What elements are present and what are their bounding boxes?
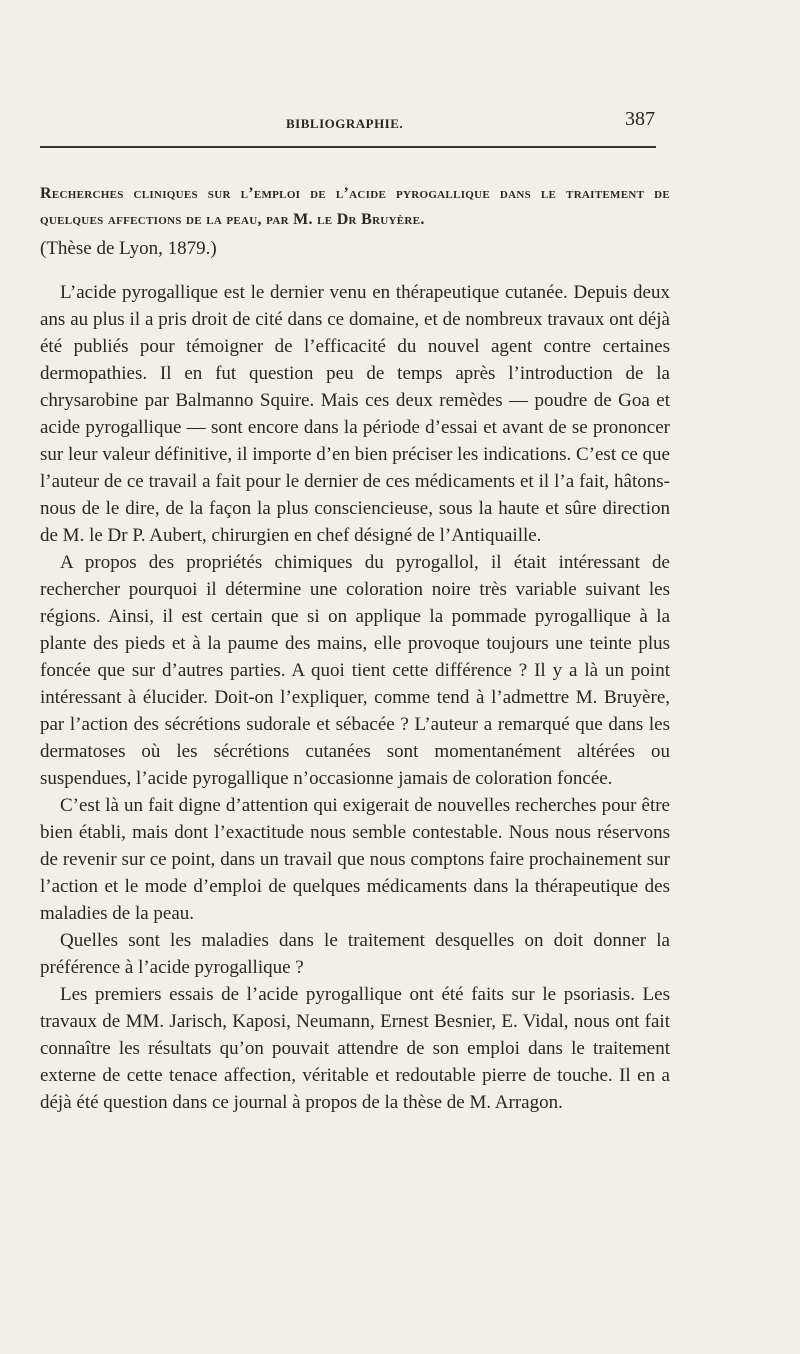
article-title: Recherches cliniques sur l’emploi de l’acide pyrogallique dans le traitement de quelques affections de la peau, par M. le Dr Bruyère. <box>40 185 670 228</box>
article-body <box>40 279 670 1116</box>
paragraph-5: Les premiers essais de l’acide pyrogallique ont été faits sur le psoriasis. Les travaux de MM. Jarisch, Kaposi, Neumann, Ernest Besnier, E. Vidal, nous ont fait connaître les résultats qu’on pouvait attendre de son emploi dans le traitement externe de cette tenace affection, véritable et redoutable pierre de touche. Il en a déjà été question dans ce journal à propos de la thèse de M. Arragon. <box>40 984 670 1113</box>
running-title: BIBLIOGRAPHIE. <box>286 116 404 131</box>
paragraph-2: A propos des propriétés chimiques du pyrogallol, il était intéressant de rechercher pourquoi il détermine une coloration noire très variable suivant les régions. Ainsi, il est certain que si on applique la pommade pyrogallique à la plante des pieds et à la paume des mains, elle provoque toujours une teinte plus foncée que sur d’autres parties. A quoi tient cette différence ? Il y a là un point intéressant à élucider. Doit-on l’expliquer, comme tend à l’admettre M. Bruyère, par l’action des sécrétions sudorale et sébacée ? L’auteur a remarqué que dans les dermatoses où les sécrétions cutanées sont momentanément altérées ou suspendues, l’acide pyrogallique n’occasionne jamais de coloration foncée. <box>40 552 670 789</box>
page-number: 387 <box>625 108 655 130</box>
header-rule <box>40 146 656 148</box>
paragraph-4: Quelles sont les maladies dans le traitement desquelles on doit donner la préférence à l’acide pyrogallique ? <box>40 930 670 978</box>
paragraph-3: C’est là un fait digne d’attention qui exigerait de nouvelles recherches pour être bien établi, mais dont l’exactitude nous semble contestable. Nous nous réservons de revenir sur ce point, dans un travail que nous comptons faire prochainement sur l’action et le mode d’emploi de quelques médicaments dans la thérapeutique des maladies de la peau. <box>40 795 670 924</box>
thesis-reference: (Thèse de Lyon, 1879.) <box>40 238 217 259</box>
article <box>40 181 670 1116</box>
page-header <box>40 104 655 134</box>
paragraph-1: L’acide pyrogallique est le dernier venu en thérapeutique cutanée. Depuis deux ans au plus il a pris droit de cité dans ce domaine, et de nombreux travaux ont déjà été publiés pour témoigner de l’efficacité du nouvel agent contre certaines dermopathies. Il en fut question peu de temps après l’introduction de la chrysarobine par Balmanno Squire. Mais ces deux remèdes — poudre de Goa et acide pyrogallique — sont encore dans la période d’essai et avant de se prononcer sur leur valeur définitive, il importe d’en bien préciser les indications. C’est ce que l’auteur de ce travail a fait pour le dernier de ces médicaments et il l’a fait, hâtons-nous de le dire, de la façon la plus consciencieuse, sous la haute et sûre direction de M. le Dr P. Aubert, chirurgien en chef désigné de l’Antiquaille. <box>40 282 670 546</box>
